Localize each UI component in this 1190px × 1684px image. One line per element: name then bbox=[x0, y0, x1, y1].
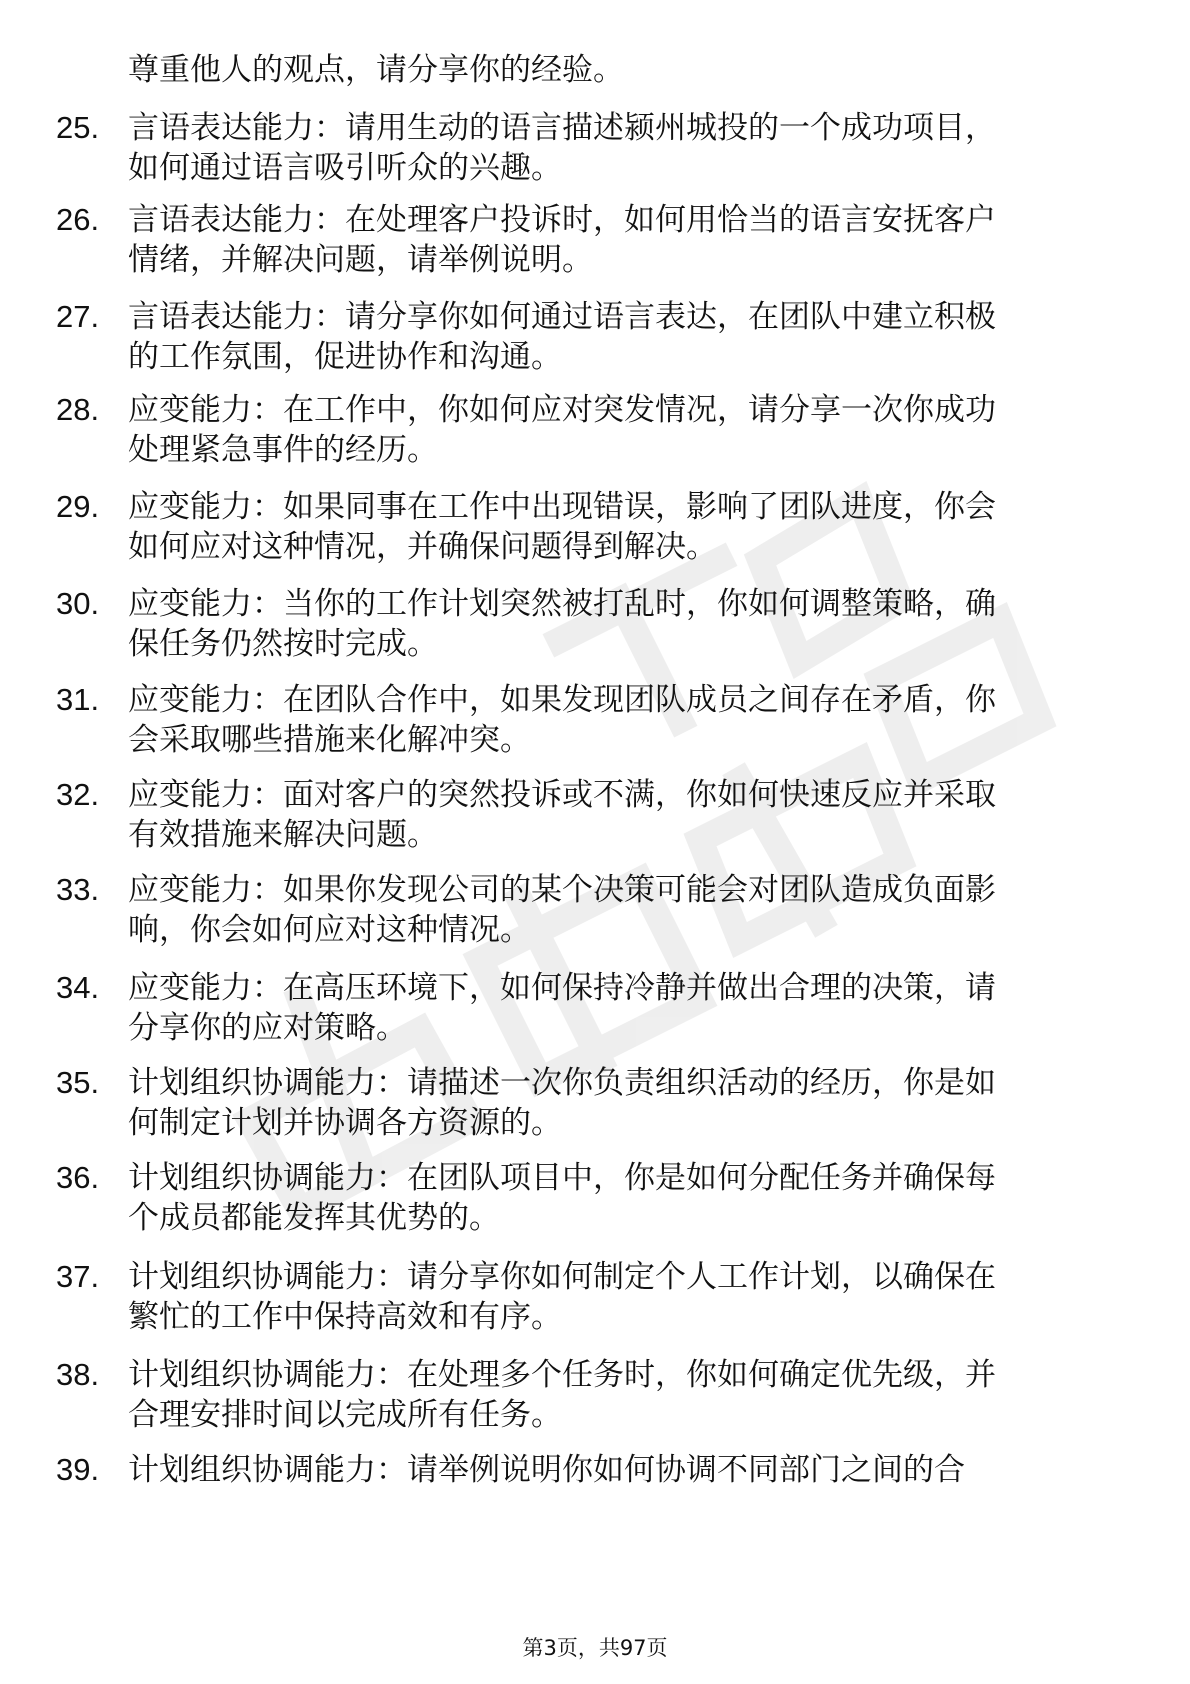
item-text-line: 计划组织协调能力：在处理多个任务时，你如何确定优先级，并 bbox=[128, 1357, 996, 1393]
item-text-line: 情绪，并解决问题，请举例说明。 bbox=[128, 242, 593, 278]
item-number: 37. bbox=[56, 1259, 100, 1294]
item-text-line: 言语表达能力：请用生动的语言描述颍州城投的一个成功项目， bbox=[128, 110, 996, 146]
item-text-line: 计划组织协调能力：请描述一次你负责组织活动的经历，你是如 bbox=[128, 1065, 996, 1101]
item-text-line: 合理安排时间以完成所有任务。 bbox=[128, 1397, 562, 1433]
continued-text: 尊重他人的观点，请分享你的经验。 bbox=[128, 52, 624, 88]
item-number: 26. bbox=[56, 202, 100, 237]
item-text-line: 繁忙的工作中保持高效和有序。 bbox=[128, 1299, 562, 1335]
item-text-line: 如何应对这种情况，并确保问题得到解决。 bbox=[128, 529, 717, 565]
item-text-line: 应变能力：当你的工作计划突然被打乱时，你如何调整策略，确 bbox=[128, 586, 996, 622]
item-text-line: 应变能力：在工作中，你如何应对突发情况，请分享一次你成功 bbox=[128, 392, 996, 428]
item-number: 39. bbox=[56, 1452, 100, 1487]
page-footer: 第3页，共97页 bbox=[522, 1636, 668, 1660]
item-text-line: 个成员都能发挥其优势的。 bbox=[128, 1200, 500, 1236]
item-text-line: 应变能力：面对客户的突然投诉或不满，你如何快速反应并采取 bbox=[128, 777, 996, 813]
item-number: 30. bbox=[56, 586, 100, 621]
item-text-line: 应变能力：在团队合作中，如果发现团队成员之间存在矛盾，你 bbox=[128, 682, 996, 718]
item-text-line: 会采取哪些措施来化解冲突。 bbox=[128, 722, 531, 758]
item-text-line: 计划组织协调能力：请分享你如何制定个人工作计划，以确保在 bbox=[128, 1259, 996, 1295]
item-text-line: 处理紧急事件的经历。 bbox=[128, 432, 438, 468]
item-number: 27. bbox=[56, 299, 100, 334]
item-number: 33. bbox=[56, 872, 100, 907]
item-number: 29. bbox=[56, 489, 100, 524]
item-text-line: 计划组织协调能力：在团队项目中，你是如何分配任务并确保每 bbox=[128, 1160, 996, 1196]
item-number: 31. bbox=[56, 682, 100, 717]
item-text-line: 言语表达能力：在处理客户投诉时，如何用恰当的语言安抚客户 bbox=[128, 202, 996, 238]
item-number: 35. bbox=[56, 1065, 100, 1100]
item-text-line: 保任务仍然按时完成。 bbox=[128, 626, 438, 662]
item-text-line: 言语表达能力：请分享你如何通过语言表达，在团队中建立积极 bbox=[128, 299, 996, 335]
item-text-line: 有效措施来解决问题。 bbox=[128, 817, 438, 853]
item-text-line: 应变能力：在高压环境下，如何保持冷静并做出合理的决策，请 bbox=[128, 970, 996, 1006]
item-number: 38. bbox=[56, 1357, 100, 1392]
item-number: 28. bbox=[56, 392, 100, 427]
item-text-line: 分享你的应对策略。 bbox=[128, 1010, 407, 1046]
item-text-line: 应变能力：如果同事在工作中出现错误，影响了团队进度，你会 bbox=[128, 489, 996, 525]
item-text-line: 应变能力：如果你发现公司的某个决策可能会对团队造成负面影 bbox=[128, 872, 996, 908]
item-text-line: 响，你会如何应对这种情况。 bbox=[128, 912, 531, 948]
item-number: 36. bbox=[56, 1160, 100, 1195]
item-text-line: 计划组织协调能力：请举例说明你如何协调不同部门之间的合 bbox=[128, 1452, 965, 1488]
item-number: 34. bbox=[56, 970, 100, 1005]
item-text-line: 何制定计划并协调各方资源的。 bbox=[128, 1105, 562, 1141]
item-number: 25. bbox=[56, 110, 100, 145]
item-text-line: 如何通过语言吸引听众的兴趣。 bbox=[128, 150, 562, 186]
item-number: 32. bbox=[56, 777, 100, 812]
item-text-line: 的工作氛围，促进协作和沟通。 bbox=[128, 339, 562, 375]
